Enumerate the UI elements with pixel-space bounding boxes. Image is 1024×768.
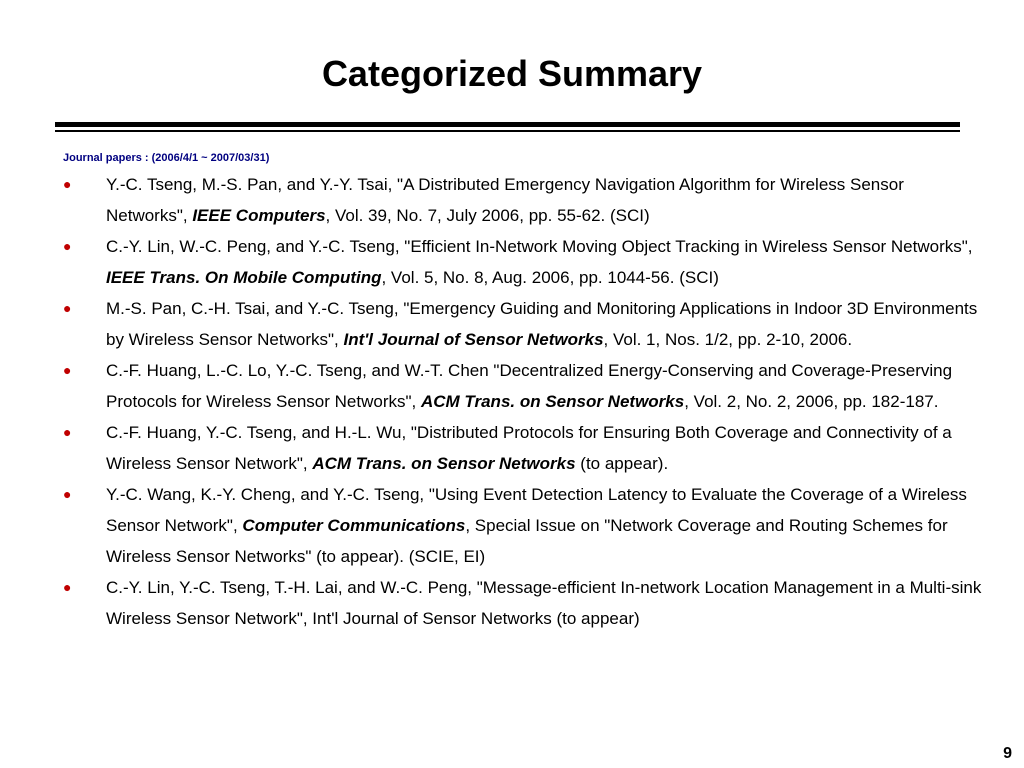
bullet-icon: ● — [63, 300, 72, 316]
paper-list — [63, 169, 983, 634]
paper-details: , Vol. 1, Nos. 1/2, pp. 2-10, 2006. — [603, 330, 853, 349]
bullet-icon: ● — [63, 362, 72, 378]
paper-item — [63, 355, 983, 417]
paper-item — [63, 169, 983, 231]
paper-citation: C.-F. Huang, L.-C. Lo, Y.-C. Tseng, and W.-T. Chen "Decentralized Energy-Conserving and Coverage-Preserving Protocols for Wireless Sensor Networks", — [106, 361, 953, 411]
paper-details: , Vol. 2, No. 2, 2006, pp. 182-187. — [684, 392, 939, 411]
paper-details: , Special Issue on "Network Coverage and Routing Schemes for Wireless Sensor Networks" (to appear). (SCIE, EI) — [106, 516, 948, 566]
bullet-icon: ● — [63, 176, 72, 192]
paper-item — [63, 231, 983, 293]
paper-citation: Y.-C. Wang, K.-Y. Cheng, and Y.-C. Tseng, "Using Event Detection Latency to Evaluate the Coverage of a Wireless Sensor Network", — [106, 485, 967, 535]
paper-details: , Vol. 5, No. 8, Aug. 2006, pp. 1044-56. (SCI) — [381, 268, 719, 287]
paper-item — [63, 293, 983, 355]
bullet-icon: ● — [63, 238, 72, 254]
paper-venue: ACM Trans. on Sensor Networks — [420, 392, 685, 411]
paper-item — [63, 572, 983, 634]
slide-title: Categorized Summary — [321, 53, 703, 94]
paper-venue: Int'l Journal of Sensor Networks — [343, 330, 604, 349]
paper-item — [63, 479, 983, 572]
paper-venue: Computer Communications — [242, 516, 466, 535]
title-divider-thick — [55, 122, 960, 127]
bullet-icon: ● — [63, 424, 72, 440]
section-subheading: Journal papers : (2006/4/1 ~ 2007/03/31) — [63, 152, 270, 164]
bullet-icon: ● — [63, 579, 72, 595]
paper-item — [63, 417, 983, 479]
title-divider-thin — [55, 130, 960, 132]
paper-citation: C.-Y. Lin, W.-C. Peng, and Y.-C. Tseng, "Efficient In-Network Moving Object Tracking in Wireless Sensor Networks", — [106, 237, 973, 256]
paper-details: (to appear). — [575, 454, 669, 473]
paper-venue: ACM Trans. on Sensor Networks — [312, 454, 576, 473]
page-number: 9 — [1003, 745, 1012, 762]
paper-venue: IEEE Trans. On Mobile Computing — [106, 268, 382, 287]
paper-citation: M.-S. Pan, C.-H. Tsai, and Y.-C. Tseng, "Emergency Guiding and Monitoring Applications in Indoor 3D Environments by Wireless Sensor Networks", — [106, 299, 978, 349]
paper-citation: C.-F. Huang, Y.-C. Tseng, and H.-L. Wu, "Distributed Protocols for Ensuring Both Coverage and Connectivity of a Wireless Sensor Network", — [106, 423, 952, 473]
paper-citation: Y.-C. Tseng, M.-S. Pan, and Y.-Y. Tsai, "A Distributed Emergency Navigation Algorithm for Wireless Sensor Networks", — [106, 175, 904, 225]
bullet-icon: ● — [63, 486, 72, 502]
paper-venue: IEEE Computers — [192, 206, 326, 225]
paper-citation: C.-Y. Lin, Y.-C. Tseng, T.-H. Lai, and W.-C. Peng, "Message-efficient In-network Location Management in a Multi-sink Wireless Sensor Network", Int'l Journal of Sensor Networks (to appear) — [106, 578, 982, 628]
paper-details: , Vol. 39, No. 7, July 2006, pp. 55-62. (SCI) — [325, 206, 650, 225]
